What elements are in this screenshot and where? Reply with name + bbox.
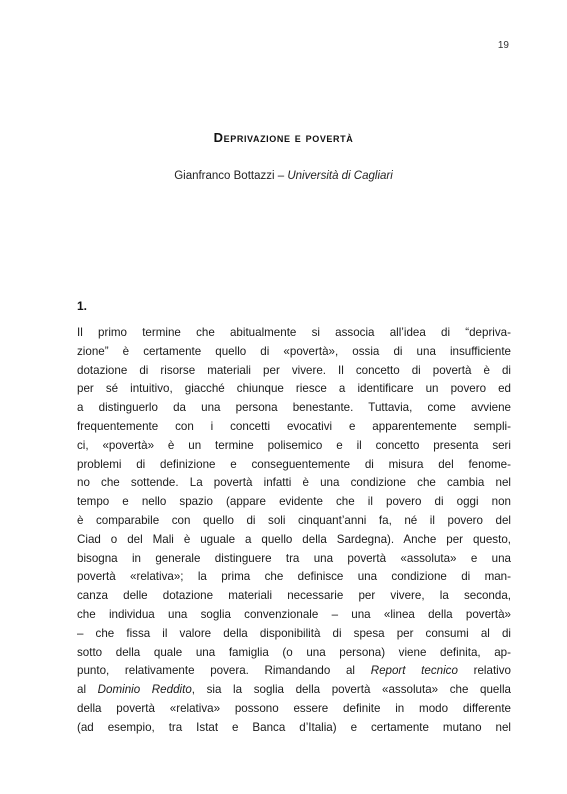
text-line [77,343,511,362]
text-line [77,512,511,531]
text-line [77,681,511,700]
text-run: per sé intuitivo, giacché chiunque riesce a identificare un povero ed [77,382,511,396]
text-line [77,625,511,644]
text-line [77,606,511,625]
text-run: no che sottende. La povertà infatti è una condizione che cambia nel [77,476,511,490]
text-run: Ciad o del Mali è uguale a quello della Sardegna). Anche per questo, [77,532,511,546]
text-line [77,587,511,606]
text-run: a distinguerlo da una persona benestante. Tuttavia, come avviene [77,401,511,415]
text-run: è comparabile con quello di soli cinquant’anni fa, né il povero del [77,513,511,527]
text-line [77,324,511,343]
text-run: sotto della quale una famiglia (o una persona) viene definita, ap- [77,645,511,659]
text-run: della povertà «relativa» possono essere definite in modo differente [77,701,511,715]
text-line [77,531,511,550]
page-number: 19 [497,40,509,51]
text-line [77,418,511,437]
text-run: ci, «povertà» è un termine polisemico e il concetto presenta seri [77,438,511,452]
text-run: punto, relativamente povera. Rimandando al [77,664,371,678]
author-affiliation: Università di Cagliari [287,170,393,182]
text-run: Il primo termine che abitualmente si associa all’idea di “depriva- [77,326,511,339]
text-run: zione” è certamente quello di «povertà», ossia di una insufficiente [77,344,511,358]
text-line [77,662,511,681]
text-run: dotazione di risorse materiali per vivere. Il concetto di povertà è di [77,363,511,377]
text-run: povertà «relativa»; la prima che definisce una condizione di man- [77,570,511,584]
italic-text: Report tecnico [370,664,458,678]
author-name: Gianfranco Bottazzi – [174,170,288,182]
text-run: canza delle dotazione materiali necessarie per vivere, la seconda, [77,589,511,603]
text-line [77,456,511,475]
text-run: bisogna in generale distinguere tra una povertà «assoluta» e una [77,551,511,565]
text-line [77,700,511,719]
italic-text: Dominio Reddito [97,683,192,697]
text-line [77,380,511,399]
text-line [77,437,511,456]
text-run: problemi di definizione e conseguentemente di misura del fenome- [77,457,511,471]
text-run: (ad esempio, tra Istat e Banca d’Italia) e certamente mutano nel [77,720,511,734]
author-line [0,170,567,182]
text-run: al [77,683,98,697]
body-paragraph [77,324,511,738]
text-run: – che fissa il valore della disponibilità di spesa per consumi al di [77,626,511,640]
text-run: tempo e nello spazio (appare evidente che il povero di oggi non [77,495,511,509]
text-line [77,362,511,381]
text-run: , sia la soglia della povertà «assoluta» che quella [191,683,511,697]
text-line [77,644,511,663]
section-number: 1. [77,299,88,313]
text-line [77,399,511,418]
page-title: Deprivazione e povertà [213,130,354,145]
text-line [77,550,511,569]
text-line [77,493,511,512]
text-line [77,719,511,738]
text-run: frequentemente con i concetti evocativi e apparentemente sempli- [77,419,511,433]
text-line [77,568,511,587]
text-line [77,474,511,493]
text-run: relativo [457,664,511,678]
text-run: che individua una soglia convenzionale – una «linea della povertà» [77,607,511,621]
